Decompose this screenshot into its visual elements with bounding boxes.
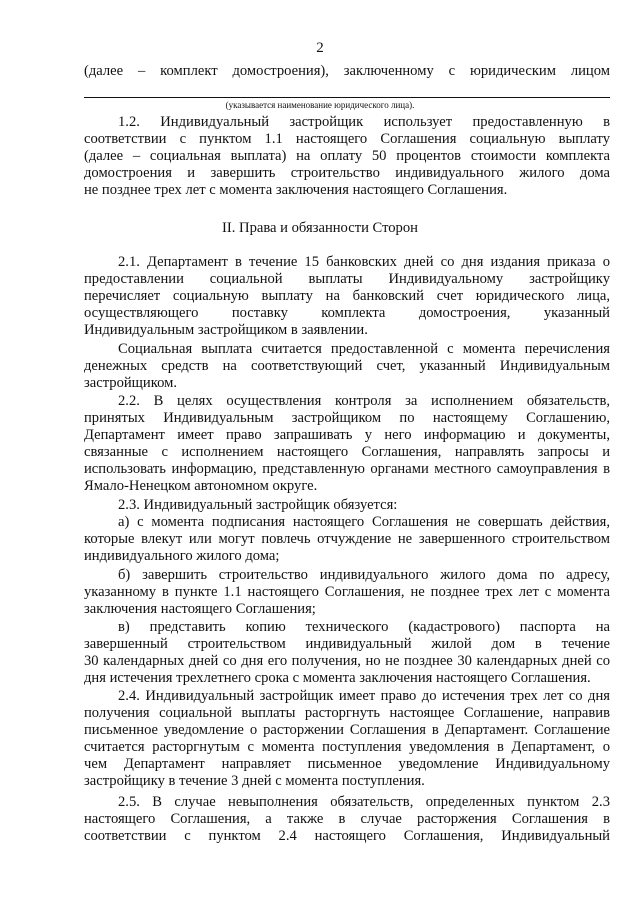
text-line: (далее – социальная выплата) на оплату 50 процентов стоимости комплекта: [84, 148, 610, 164]
text-line: заключения настоящего Соглашения;: [84, 601, 316, 617]
text-line: 2.1. Департамент в течение 15 банковских дней со дня издания приказа о: [118, 254, 610, 270]
text-line: в) представить копию технического (кадастрового) паспорта на: [118, 619, 610, 635]
text-line: застройщику в течение 3 дней с момента поступления.: [84, 773, 425, 789]
text-line: письменное уведомление о расторжении Соглашения в Департамент. Соглашение: [84, 722, 610, 738]
clause-2-5: [84, 794, 610, 845]
clause-2-3-a: [84, 514, 610, 565]
section-heading: II. Права и обязанности Сторон: [222, 220, 418, 236]
text-line: денежных средств на соответствующий счет, указанный Индивидуальным: [84, 358, 610, 374]
text-line: принятых Индивидуальным застройщиком по настоящему Соглашению,: [84, 410, 610, 426]
text-line: Департамент имеет право запрашивать у него информацию и документы,: [84, 427, 610, 443]
text-line: застройщиком.: [84, 375, 177, 391]
clause-2-1-continued: [84, 341, 610, 392]
text-line: считается расторгнутым с момента поступления уведомления в Департамент, о: [84, 739, 610, 755]
text-line: не позднее трех лет с момента заключения настоящего Соглашения.: [84, 182, 508, 198]
text-line: 30 календарных дней со дня его получения, но не позднее 30 календарных дней со: [84, 653, 610, 669]
page-number: 2: [316, 40, 324, 56]
clause-2-3: [84, 497, 610, 514]
clause-2-2: [84, 393, 610, 495]
text-line: б) завершить строительство индивидуального жилого дома по адресу,: [118, 567, 610, 583]
text-line: соответствии с пунктом 2.4 настоящего Соглашения, Индивидуальный: [84, 828, 610, 844]
text-line: Социальная выплата считается предоставленной с момента перечисления: [118, 341, 610, 357]
text-line: Ямало-Ненецком автономном округе.: [84, 478, 318, 494]
text-line: связанные с исполнением настоящего Соглашения, направлять запросы и: [84, 444, 610, 460]
text-line: 2.3. Индивидуальный застройщик обязуется:: [118, 497, 398, 513]
text-line: предоставлении социальной выплаты Индивидуальному застройщику: [84, 271, 610, 287]
text-line: (далее – комплект домостроения), заключенному с юридическим лицом: [84, 63, 610, 79]
text-line: указанному в пункте 1.1 настоящего Соглашения, не позднее трех лет с момента: [84, 584, 610, 600]
text-line: осуществляющего поставку комплекта домостроения, указанный: [84, 305, 610, 321]
clause-2-4: [84, 688, 610, 790]
text-line: домостроения и завершить строительство индивидуального жилого дома: [84, 165, 610, 181]
text-line: завершенный строительством индивидуальный жилой дом в течение: [84, 636, 610, 652]
text-line: а) с момента подписания настоящего Соглашения не совершать действия,: [118, 514, 610, 530]
fill-in-line: [84, 97, 610, 98]
text-line: индивидуального жилого дома;: [84, 548, 280, 564]
text-line: получения социальной выплаты расторгнуть настоящее Соглашение, направив: [84, 705, 610, 721]
text-line: 2.2. В целях осуществления контроля за исполнением обязательств,: [118, 393, 610, 409]
clause-2-1: [84, 254, 610, 339]
text-line: которые влекут или могут повлечь отчуждение не завершенного строительством: [84, 531, 610, 547]
text-line: перечисляет социальную выплату на банковский счет юридического лица,: [84, 288, 610, 304]
text-line: 2.4. Индивидуальный застройщик имеет право до истечения трех лет со дня: [118, 688, 610, 704]
field-caption: (указывается наименование юридического лица).: [225, 100, 415, 110]
text-line: Индивидуальным застройщиком в заявлении.: [84, 322, 368, 338]
text-line: 2.5. В случае невыполнения обязательств, определенных пунктом 2.3: [118, 794, 610, 810]
intro-line: [84, 63, 610, 80]
text-line: соответствии с пунктом 1.1 настоящего Соглашения социальную выплату: [84, 131, 610, 147]
text-line: дня истечения трехлетнего срока с момента заключения настоящего Соглашения.: [84, 670, 591, 686]
clause-2-3-c: [84, 619, 610, 687]
text-line: использовать информацию, представленную органами местного самоуправления в: [84, 461, 610, 477]
clause-2-3-b: [84, 567, 610, 618]
text-line: настоящего Соглашения, а также в случае расторжения Соглашения в: [84, 811, 610, 827]
text-line: чем Департамент направляет письменное уведомление Индивидуальному: [84, 756, 610, 772]
text-line: 1.2. Индивидуальный застройщик использует предоставленную в: [118, 114, 610, 130]
clause-1-2: [84, 114, 610, 199]
